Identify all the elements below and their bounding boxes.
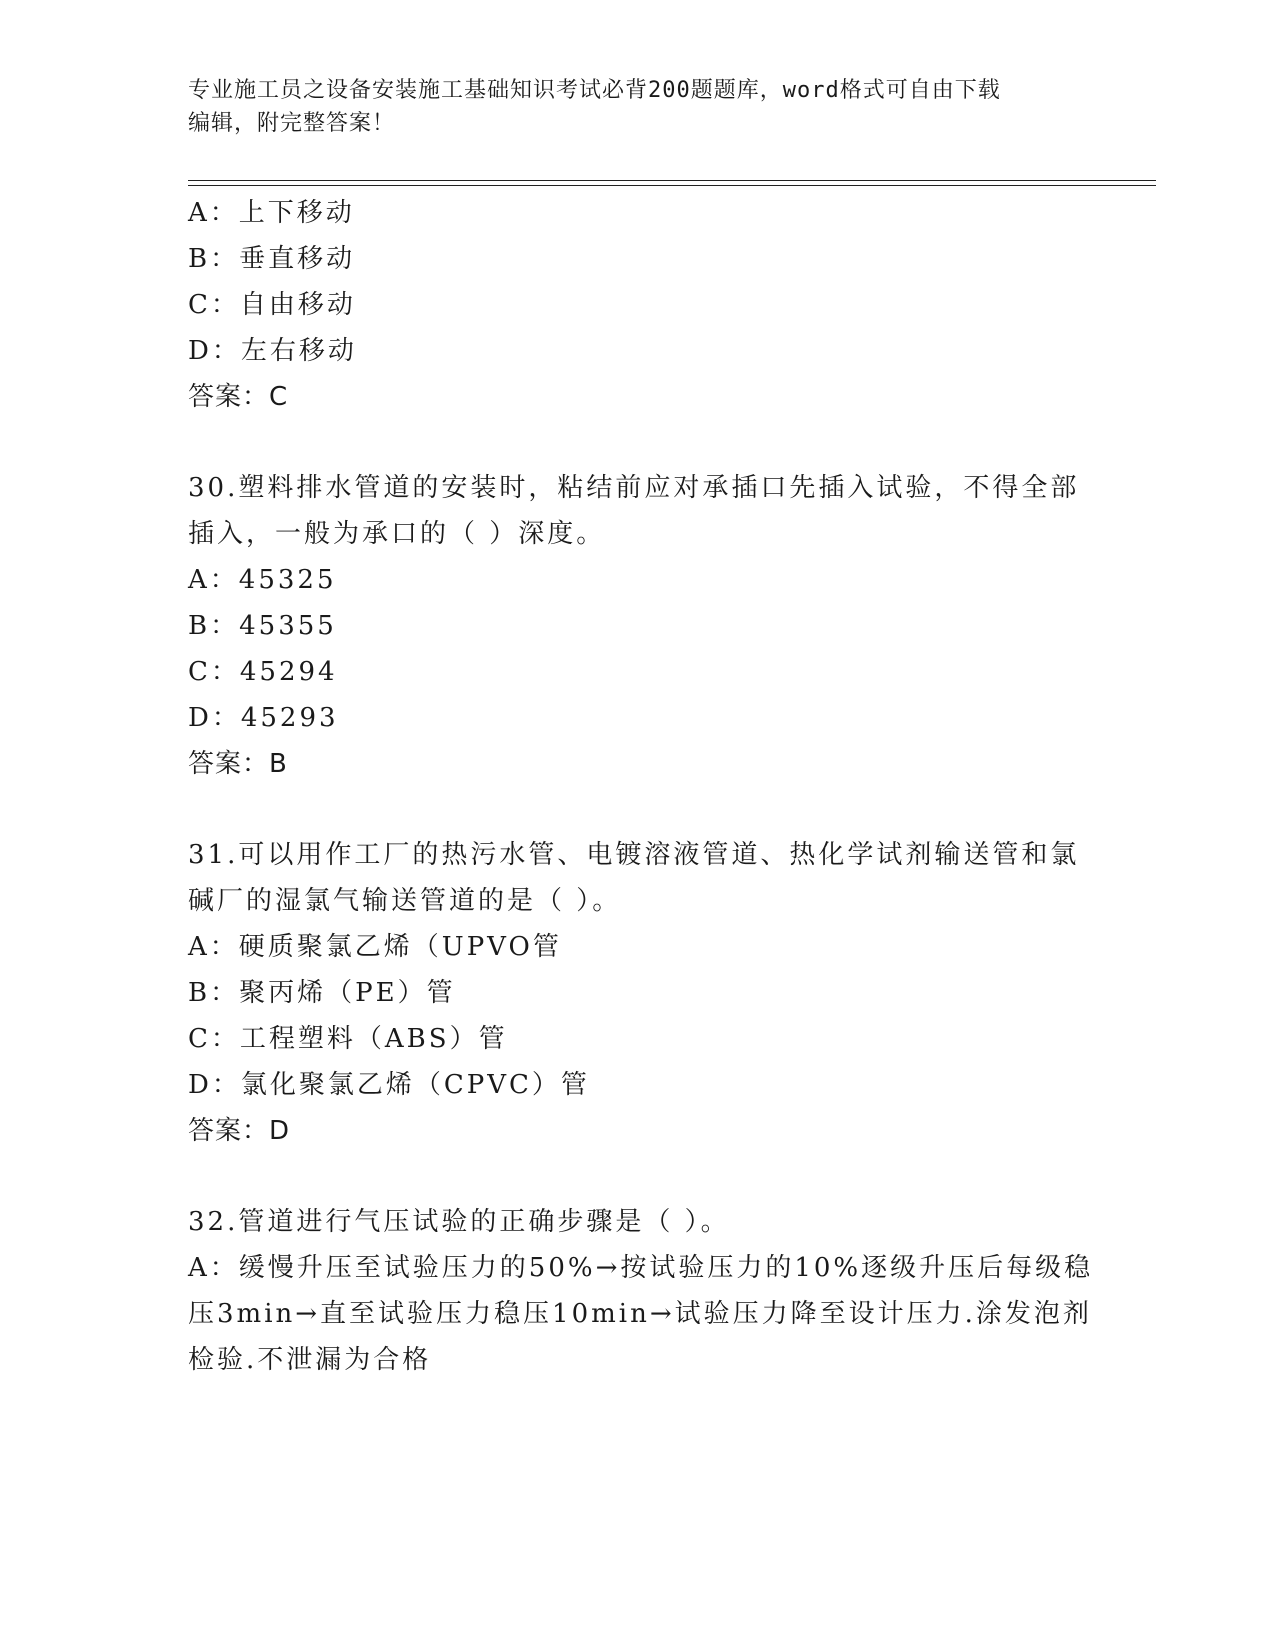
- option-a-continued: 压3min→直至试验压力稳压10min→试验压力降至设计压力.涂发泡剂: [188, 1299, 1092, 1329]
- option-d: D：氯化聚氯乙烯（CPVC）管: [188, 1070, 590, 1100]
- question-32: [188, 1199, 1094, 1383]
- question-stem-line: 31.可以用作工厂的热污水管、电镀溶液管道、热化学试剂输送管和氯: [188, 840, 1080, 870]
- option-c: C：45294: [188, 657, 338, 687]
- spacer: [188, 1154, 1088, 1199]
- option-b: B：45355: [188, 611, 337, 641]
- document-header: [188, 74, 1068, 140]
- answer: 答案：D: [188, 1116, 291, 1146]
- question-30: [188, 465, 1088, 787]
- answer: 答案：B: [188, 749, 288, 779]
- option-b: B：垂直移动: [188, 244, 356, 274]
- question-stem-line: 32.管道进行气压试验的正确步骤是（ ）。: [188, 1207, 730, 1237]
- option-a: A：硬质聚氯乙烯（UPVO管: [188, 932, 562, 962]
- header-title-line-2: 编辑，附完整答案！: [188, 111, 396, 136]
- option-a: A：缓慢升压至试验压力的50%→按试验压力的10%逐级升压后每级稳: [188, 1253, 1094, 1283]
- spacer: [188, 787, 1088, 832]
- option-d: D：左右移动: [188, 336, 357, 366]
- answer: 答案：C: [188, 382, 289, 412]
- option-b: B：聚丙烯（PE）管: [188, 978, 456, 1008]
- option-d: D：45293: [188, 703, 339, 733]
- option-a: A：上下移动: [188, 198, 355, 228]
- header-title-line-1: 专业施工员之设备安装施工基础知识考试必背200题题库，word格式可自由下载: [188, 78, 1001, 103]
- question-stem-line: 插入，一般为承口的（ ）深度。: [188, 519, 606, 549]
- question-31: [188, 832, 1088, 1154]
- question-stem-line: 30.塑料排水管道的安装时，粘结前应对承插口先插入试验，不得全部: [188, 473, 1080, 503]
- question-stem-line: 碱厂的湿氯气输送管道的是（ ）。: [188, 886, 622, 916]
- header-divider-top: [188, 180, 1156, 181]
- option-c: C：工程塑料（ABS）管: [188, 1024, 508, 1054]
- spacer: [188, 420, 1088, 465]
- option-a: A：45325: [188, 565, 337, 595]
- option-c: C：自由移动: [188, 290, 356, 320]
- question-content: [188, 190, 1094, 1383]
- question-29: [188, 190, 1088, 420]
- option-a-continued: 检验.不泄漏为合格: [188, 1345, 432, 1375]
- header-divider-bottom: [188, 185, 1156, 186]
